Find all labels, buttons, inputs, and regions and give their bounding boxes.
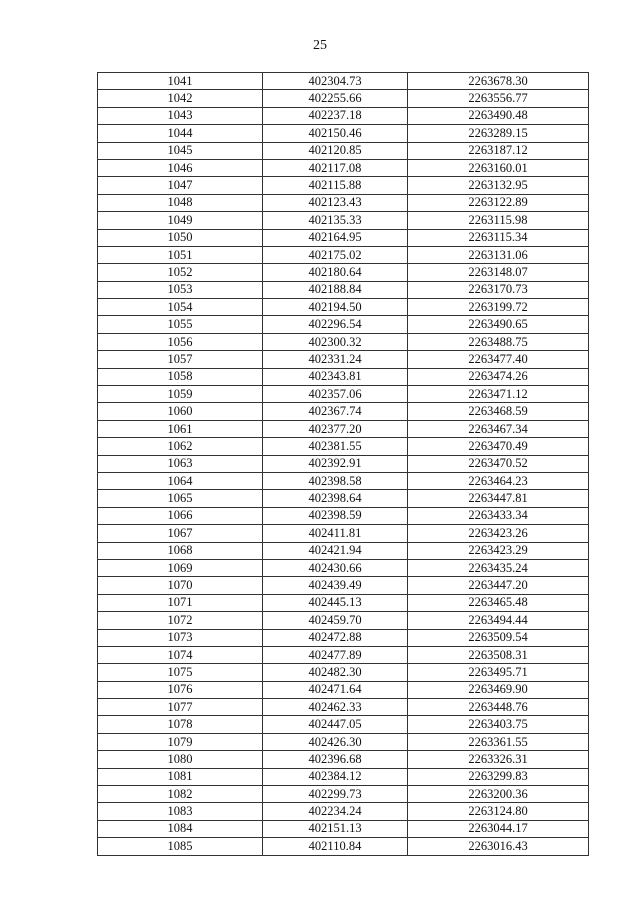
point-number-cell: 1052 xyxy=(98,264,263,281)
y-coordinate-cell: 2263495.71 xyxy=(408,664,589,681)
coordinates-table-body xyxy=(98,73,589,856)
point-number-cell: 1068 xyxy=(98,542,263,559)
point-number-cell: 1043 xyxy=(98,107,263,124)
point-number-cell: 1049 xyxy=(98,212,263,229)
table-row xyxy=(98,333,589,350)
point-number-cell: 1046 xyxy=(98,159,263,176)
x-coordinate-cell: 402396.68 xyxy=(263,751,408,768)
x-coordinate-cell: 402357.06 xyxy=(263,386,408,403)
x-coordinate-cell: 402237.18 xyxy=(263,107,408,124)
x-coordinate-cell: 402472.88 xyxy=(263,629,408,646)
y-coordinate-cell: 2263467.34 xyxy=(408,420,589,437)
table-row xyxy=(98,90,589,107)
x-coordinate-cell: 402392.91 xyxy=(263,455,408,472)
x-coordinate-cell: 402398.59 xyxy=(263,507,408,524)
point-number-cell: 1072 xyxy=(98,612,263,629)
table-row xyxy=(98,299,589,316)
point-number-cell: 1041 xyxy=(98,73,263,90)
table-row xyxy=(98,699,589,716)
table-row xyxy=(98,438,589,455)
y-coordinate-cell: 2263488.75 xyxy=(408,333,589,350)
y-coordinate-cell: 2263016.43 xyxy=(408,838,589,855)
table-row xyxy=(98,681,589,698)
y-coordinate-cell: 2263361.55 xyxy=(408,733,589,750)
point-number-cell: 1075 xyxy=(98,664,263,681)
table-row xyxy=(98,316,589,333)
y-coordinate-cell: 2263508.31 xyxy=(408,646,589,663)
table-row xyxy=(98,542,589,559)
x-coordinate-cell: 402367.74 xyxy=(263,403,408,420)
y-coordinate-cell: 2263469.90 xyxy=(408,681,589,698)
table-row xyxy=(98,577,589,594)
table-row xyxy=(98,786,589,803)
x-coordinate-cell: 402398.58 xyxy=(263,472,408,489)
table-row xyxy=(98,612,589,629)
x-coordinate-cell: 402381.55 xyxy=(263,438,408,455)
x-coordinate-cell: 402234.24 xyxy=(263,803,408,820)
y-coordinate-cell: 2263448.76 xyxy=(408,699,589,716)
point-number-cell: 1077 xyxy=(98,699,263,716)
x-coordinate-cell: 402120.85 xyxy=(263,142,408,159)
x-coordinate-cell: 402135.33 xyxy=(263,212,408,229)
point-number-cell: 1069 xyxy=(98,559,263,576)
point-number-cell: 1059 xyxy=(98,386,263,403)
table-row xyxy=(98,559,589,576)
x-coordinate-cell: 402426.30 xyxy=(263,733,408,750)
point-number-cell: 1073 xyxy=(98,629,263,646)
x-coordinate-cell: 402411.81 xyxy=(263,525,408,542)
table-row xyxy=(98,803,589,820)
y-coordinate-cell: 2263200.36 xyxy=(408,786,589,803)
point-number-cell: 1079 xyxy=(98,733,263,750)
table-row xyxy=(98,281,589,298)
point-number-cell: 1056 xyxy=(98,333,263,350)
x-coordinate-cell: 402175.02 xyxy=(263,246,408,263)
x-coordinate-cell: 402421.94 xyxy=(263,542,408,559)
table-row xyxy=(98,177,589,194)
y-coordinate-cell: 2263199.72 xyxy=(408,299,589,316)
point-number-cell: 1057 xyxy=(98,351,263,368)
y-coordinate-cell: 2263447.20 xyxy=(408,577,589,594)
table-row xyxy=(98,733,589,750)
point-number-cell: 1044 xyxy=(98,125,263,142)
table-row xyxy=(98,716,589,733)
y-coordinate-cell: 2263490.65 xyxy=(408,316,589,333)
x-coordinate-cell: 402300.32 xyxy=(263,333,408,350)
point-number-cell: 1055 xyxy=(98,316,263,333)
x-coordinate-cell: 402377.20 xyxy=(263,420,408,437)
table-row xyxy=(98,525,589,542)
x-coordinate-cell: 402331.24 xyxy=(263,351,408,368)
table-row xyxy=(98,229,589,246)
x-coordinate-cell: 402447.05 xyxy=(263,716,408,733)
table-row xyxy=(98,194,589,211)
y-coordinate-cell: 2263124.80 xyxy=(408,803,589,820)
point-number-cell: 1054 xyxy=(98,299,263,316)
point-number-cell: 1082 xyxy=(98,786,263,803)
x-coordinate-cell: 402459.70 xyxy=(263,612,408,629)
table-row xyxy=(98,351,589,368)
table-row xyxy=(98,107,589,124)
y-coordinate-cell: 2263435.24 xyxy=(408,559,589,576)
point-number-cell: 1048 xyxy=(98,194,263,211)
x-coordinate-cell: 402343.81 xyxy=(263,368,408,385)
x-coordinate-cell: 402299.73 xyxy=(263,786,408,803)
y-coordinate-cell: 2263170.73 xyxy=(408,281,589,298)
y-coordinate-cell: 2263115.34 xyxy=(408,229,589,246)
y-coordinate-cell: 2263131.06 xyxy=(408,246,589,263)
table-row xyxy=(98,455,589,472)
y-coordinate-cell: 2263465.48 xyxy=(408,594,589,611)
table-row xyxy=(98,420,589,437)
table-row xyxy=(98,368,589,385)
table-row xyxy=(98,664,589,681)
point-number-cell: 1084 xyxy=(98,820,263,837)
table-row xyxy=(98,403,589,420)
y-coordinate-cell: 2263678.30 xyxy=(408,73,589,90)
point-number-cell: 1074 xyxy=(98,646,263,663)
point-number-cell: 1064 xyxy=(98,472,263,489)
y-coordinate-cell: 2263044.17 xyxy=(408,820,589,837)
y-coordinate-cell: 2263556.77 xyxy=(408,90,589,107)
coordinates-table xyxy=(97,72,589,856)
table-row xyxy=(98,159,589,176)
y-coordinate-cell: 2263477.40 xyxy=(408,351,589,368)
point-number-cell: 1067 xyxy=(98,525,263,542)
point-number-cell: 1063 xyxy=(98,455,263,472)
x-coordinate-cell: 402384.12 xyxy=(263,768,408,785)
x-coordinate-cell: 402115.88 xyxy=(263,177,408,194)
y-coordinate-cell: 2263447.81 xyxy=(408,490,589,507)
y-coordinate-cell: 2263289.15 xyxy=(408,125,589,142)
point-number-cell: 1070 xyxy=(98,577,263,594)
table-row xyxy=(98,507,589,524)
page-number: 25 xyxy=(313,38,327,53)
point-number-cell: 1062 xyxy=(98,438,263,455)
point-number-cell: 1076 xyxy=(98,681,263,698)
y-coordinate-cell: 2263115.98 xyxy=(408,212,589,229)
table-row xyxy=(98,838,589,855)
point-number-cell: 1085 xyxy=(98,838,263,855)
y-coordinate-cell: 2263433.34 xyxy=(408,507,589,524)
x-coordinate-cell: 402430.66 xyxy=(263,559,408,576)
y-coordinate-cell: 2263148.07 xyxy=(408,264,589,281)
x-coordinate-cell: 402194.50 xyxy=(263,299,408,316)
y-coordinate-cell: 2263490.48 xyxy=(408,107,589,124)
y-coordinate-cell: 2263464.23 xyxy=(408,472,589,489)
x-coordinate-cell: 402188.84 xyxy=(263,281,408,298)
y-coordinate-cell: 2263468.59 xyxy=(408,403,589,420)
table-row xyxy=(98,246,589,263)
y-coordinate-cell: 2263326.31 xyxy=(408,751,589,768)
x-coordinate-cell: 402151.13 xyxy=(263,820,408,837)
point-number-cell: 1065 xyxy=(98,490,263,507)
y-coordinate-cell: 2263160.01 xyxy=(408,159,589,176)
y-coordinate-cell: 2263509.54 xyxy=(408,629,589,646)
x-coordinate-cell: 402296.54 xyxy=(263,316,408,333)
point-number-cell: 1078 xyxy=(98,716,263,733)
point-number-cell: 1051 xyxy=(98,246,263,263)
table-row xyxy=(98,212,589,229)
x-coordinate-cell: 402117.08 xyxy=(263,159,408,176)
point-number-cell: 1058 xyxy=(98,368,263,385)
x-coordinate-cell: 402482.30 xyxy=(263,664,408,681)
table-row xyxy=(98,386,589,403)
point-number-cell: 1061 xyxy=(98,420,263,437)
y-coordinate-cell: 2263403.75 xyxy=(408,716,589,733)
y-coordinate-cell: 2263122.89 xyxy=(408,194,589,211)
x-coordinate-cell: 402180.64 xyxy=(263,264,408,281)
table-row xyxy=(98,125,589,142)
x-coordinate-cell: 402304.73 xyxy=(263,73,408,90)
table-row xyxy=(98,646,589,663)
table-row xyxy=(98,751,589,768)
table-row xyxy=(98,472,589,489)
x-coordinate-cell: 402150.46 xyxy=(263,125,408,142)
x-coordinate-cell: 402398.64 xyxy=(263,490,408,507)
point-number-cell: 1080 xyxy=(98,751,263,768)
point-number-cell: 1050 xyxy=(98,229,263,246)
x-coordinate-cell: 402255.66 xyxy=(263,90,408,107)
point-number-cell: 1060 xyxy=(98,403,263,420)
point-number-cell: 1045 xyxy=(98,142,263,159)
table-row xyxy=(98,264,589,281)
y-coordinate-cell: 2263494.44 xyxy=(408,612,589,629)
y-coordinate-cell: 2263299.83 xyxy=(408,768,589,785)
y-coordinate-cell: 2263470.52 xyxy=(408,455,589,472)
table-row xyxy=(98,768,589,785)
point-number-cell: 1042 xyxy=(98,90,263,107)
table-row xyxy=(98,594,589,611)
y-coordinate-cell: 2263470.49 xyxy=(408,438,589,455)
table-row xyxy=(98,490,589,507)
y-coordinate-cell: 2263423.26 xyxy=(408,525,589,542)
table-row xyxy=(98,73,589,90)
x-coordinate-cell: 402439.49 xyxy=(263,577,408,594)
x-coordinate-cell: 402445.13 xyxy=(263,594,408,611)
x-coordinate-cell: 402110.84 xyxy=(263,838,408,855)
y-coordinate-cell: 2263423.29 xyxy=(408,542,589,559)
x-coordinate-cell: 402471.64 xyxy=(263,681,408,698)
x-coordinate-cell: 402462.33 xyxy=(263,699,408,716)
y-coordinate-cell: 2263187.12 xyxy=(408,142,589,159)
table-row xyxy=(98,142,589,159)
y-coordinate-cell: 2263474.26 xyxy=(408,368,589,385)
table-row xyxy=(98,820,589,837)
table-row xyxy=(98,629,589,646)
x-coordinate-cell: 402477.89 xyxy=(263,646,408,663)
point-number-cell: 1047 xyxy=(98,177,263,194)
y-coordinate-cell: 2263471.12 xyxy=(408,386,589,403)
point-number-cell: 1066 xyxy=(98,507,263,524)
point-number-cell: 1053 xyxy=(98,281,263,298)
y-coordinate-cell: 2263132.95 xyxy=(408,177,589,194)
point-number-cell: 1081 xyxy=(98,768,263,785)
point-number-cell: 1071 xyxy=(98,594,263,611)
x-coordinate-cell: 402164.95 xyxy=(263,229,408,246)
x-coordinate-cell: 402123.43 xyxy=(263,194,408,211)
point-number-cell: 1083 xyxy=(98,803,263,820)
